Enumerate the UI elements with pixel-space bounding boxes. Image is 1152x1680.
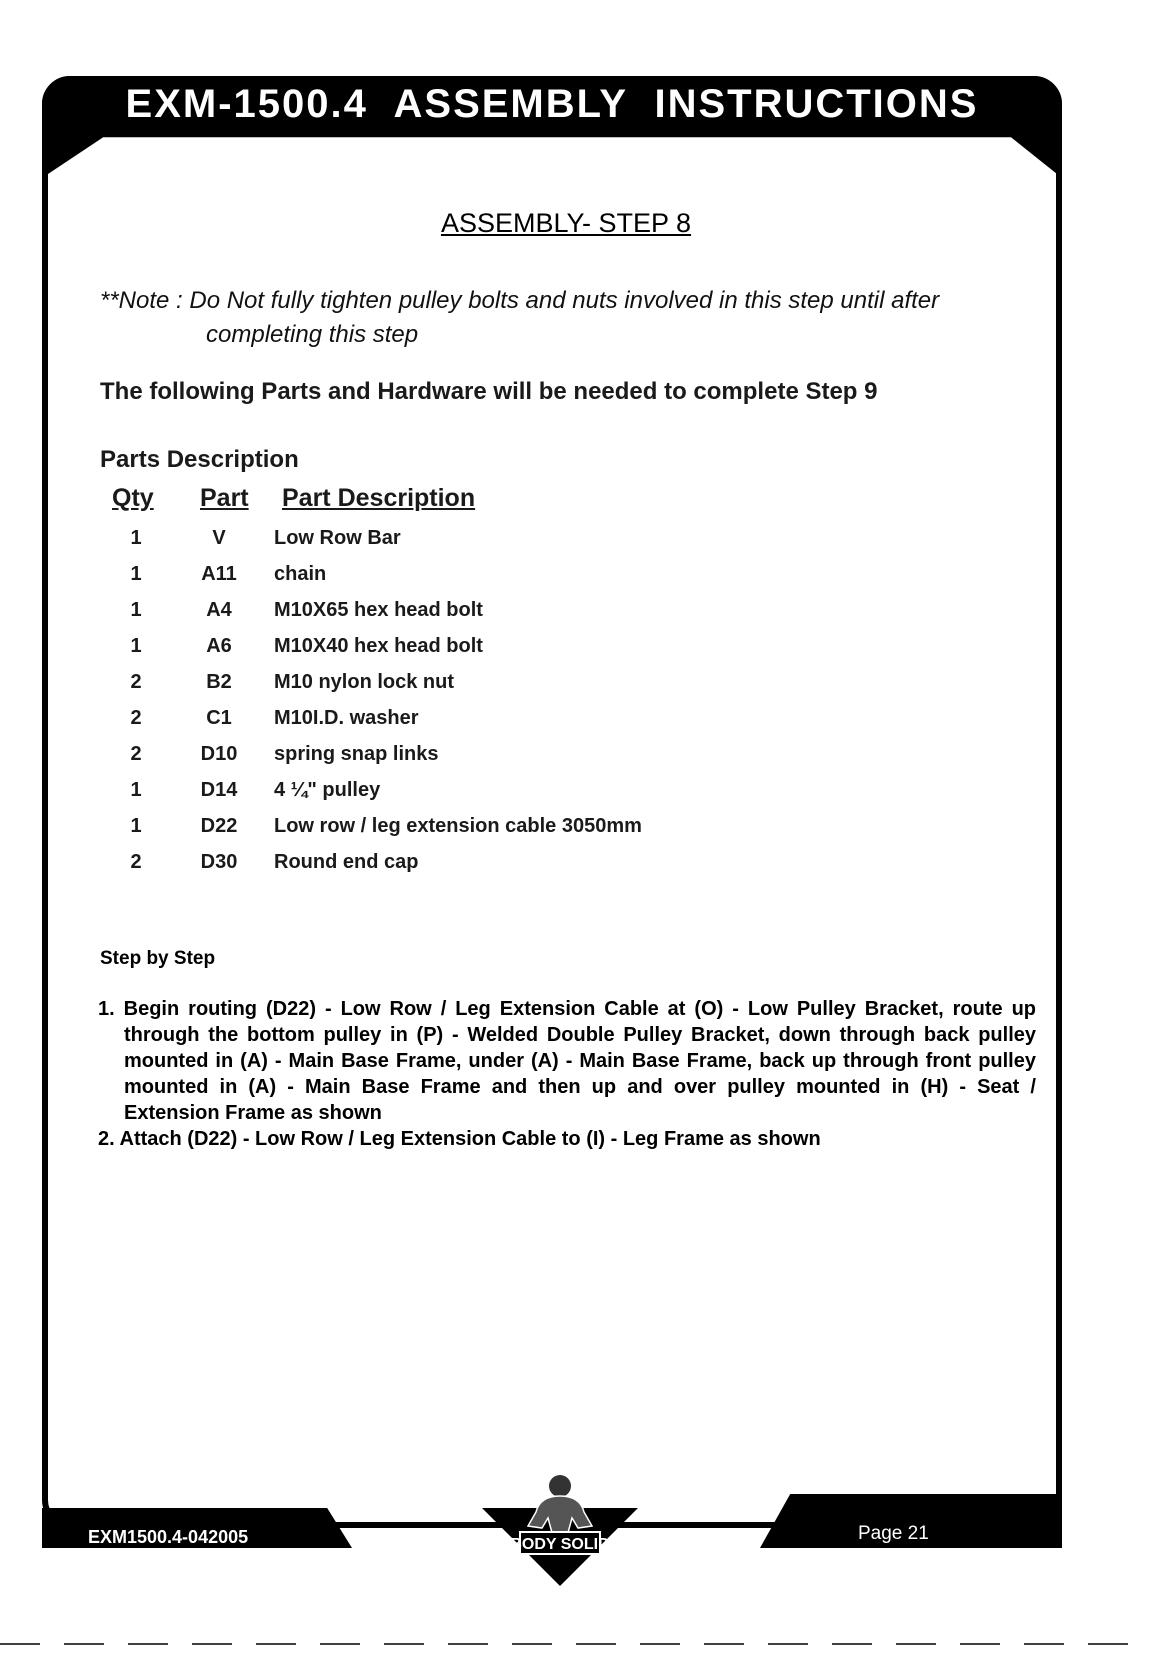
table-row [100, 556, 800, 592]
part-cell: A11 [201, 562, 237, 585]
parts-table [100, 520, 800, 880]
body-solid-logo-icon [480, 1468, 640, 1590]
part-cell: C1 [206, 706, 232, 729]
qty-cell: 2 [130, 670, 142, 693]
qty-cell: 1 [130, 562, 142, 585]
table-row [100, 772, 800, 808]
description-cell: Low row / leg extension cable 3050mm [274, 814, 642, 837]
column-header-description: Part Description [282, 484, 476, 512]
part-cell: A4 [206, 598, 232, 621]
parts-intro: The following Parts and Hardware will be needed to complete Step 9 [100, 378, 878, 405]
description-cell: M10X40 hex head bolt [274, 634, 483, 657]
table-row [100, 628, 800, 664]
qty-cell: 1 [130, 814, 142, 837]
description-cell: Low Row Bar [274, 526, 401, 549]
description-cell: Round end cap [274, 850, 419, 873]
note-line-2: completing this step [206, 321, 419, 348]
assembly-note [100, 284, 1060, 352]
table-row [100, 736, 800, 772]
list-item: 1. Begin routing (D22) - Low Row / Leg Extension Cable at (O) - Low Pulley Bracket, route up through the bottom pulley in (P) - Welded Double Pulley Bracket, down through back pulley mounted in (A) - Main Base Frame, under (A) - Main Base Frame, back up through front pulley mounted in (A) - Main Base Frame and then up and over pulley mounted in (H) - Seat / Extension Frame as shown [98, 998, 1036, 1124]
table-row [100, 844, 800, 880]
part-cell: A6 [206, 634, 232, 657]
part-cell: B2 [206, 670, 232, 693]
note-line-1: **Note : Do Not fully tighten pulley bolts and nuts involved in this step until after [100, 287, 940, 314]
column-header-qty: Qty [112, 484, 154, 512]
part-cell: D30 [200, 850, 238, 873]
bottom-dashed-rule [0, 1642, 1132, 1646]
step-by-step-label: Step by Step [100, 948, 216, 969]
table-row [100, 664, 800, 700]
description-cell: M10X65 hex head bolt [274, 598, 483, 621]
logo-lettering: BODY SOLID [510, 1536, 610, 1553]
table-row [100, 520, 800, 556]
description-cell: M10 nylon lock nut [274, 670, 455, 693]
part-cell: V [212, 526, 226, 549]
qty-cell: 2 [130, 706, 142, 729]
step-heading: ASSEMBLY- STEP 8 [440, 208, 692, 238]
table-row [100, 700, 800, 736]
list-item: 2. Attach (D22) - Low Row / Leg Extension Cable to (I) - Leg Frame as shown [98, 1128, 821, 1150]
qty-cell: 1 [130, 778, 142, 801]
parts-description-label: Parts Description [100, 446, 299, 473]
part-cell: D10 [200, 742, 238, 765]
table-row [100, 808, 800, 844]
description-cell: M10I.D. washer [274, 706, 419, 729]
page-number: Page 21 [858, 1523, 929, 1544]
part-cell: D14 [200, 778, 238, 801]
part-cell: D22 [200, 814, 238, 837]
qty-cell: 1 [130, 598, 142, 621]
document-code: EXM1500.4-042005 [88, 1527, 249, 1547]
page-title: EXM-1500.4 ASSEMBLY INSTRUCTIONS [125, 82, 979, 126]
qty-cell: 2 [130, 742, 142, 765]
description-cell: chain [274, 562, 327, 585]
table-row [100, 592, 800, 628]
qty-cell: 1 [130, 526, 142, 549]
description-cell: 4 ¼" pulley [274, 778, 381, 801]
column-header-part: Part [200, 484, 249, 512]
qty-cell: 2 [130, 850, 142, 873]
step-list [98, 996, 1036, 1152]
qty-cell: 1 [130, 634, 142, 657]
description-cell: spring snap links [274, 742, 439, 765]
